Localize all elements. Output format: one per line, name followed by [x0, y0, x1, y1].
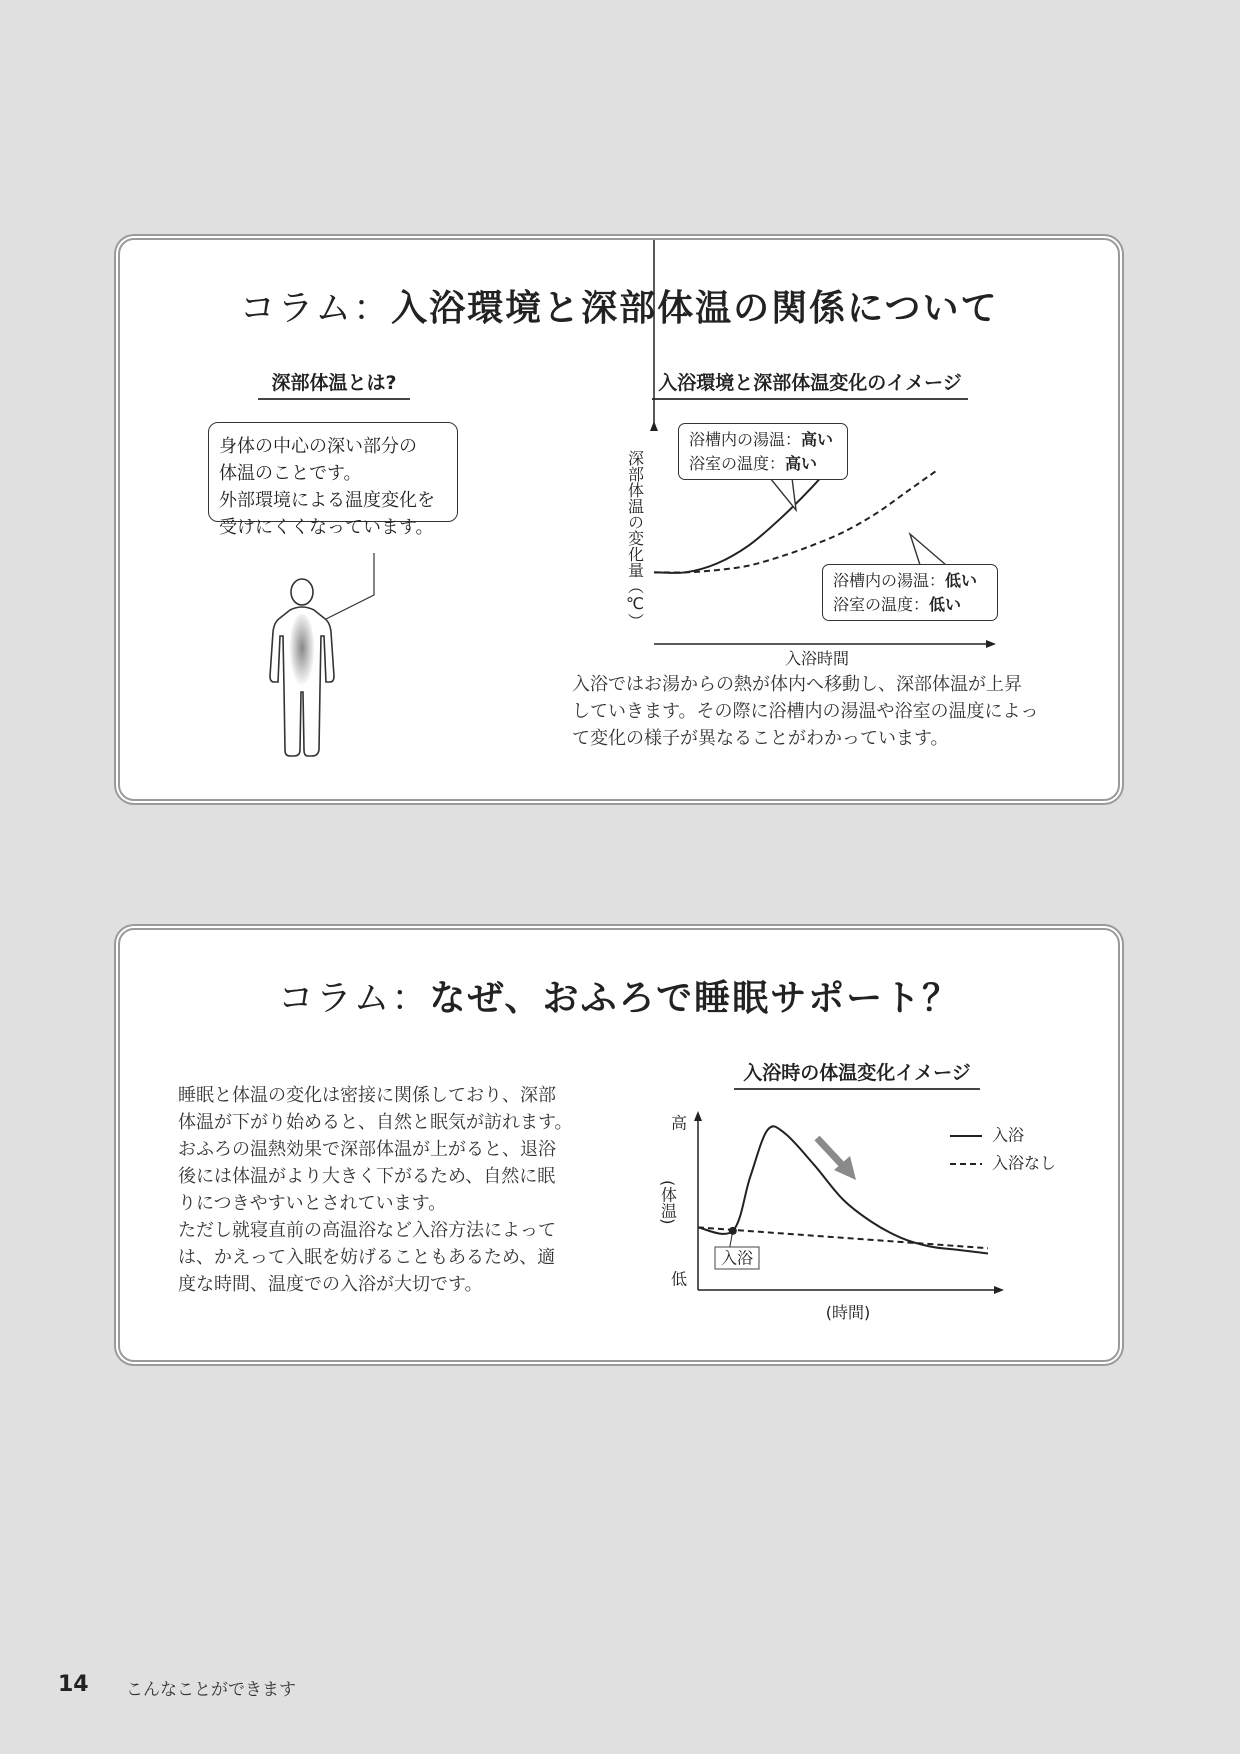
paragraph-line: ただし就寝直前の高温浴など入浴方法によって: [178, 1220, 556, 1241]
callout-high-value1: 高い: [801, 430, 834, 449]
chart2-y-axis-arrow: [694, 1111, 702, 1121]
chart1-heading: 入浴環境と深部体温変化のイメージ: [652, 368, 968, 400]
bubble-line: 身体の中心の深い部分の: [219, 436, 417, 457]
callout-low-label2: 浴室の温度：: [833, 595, 930, 614]
column2-title-main: なぜ、おふろで睡眠サポート？: [429, 978, 961, 1019]
paragraph-line: て変化の様子が異なることがわかっています。: [572, 728, 949, 749]
left-heading: 深部体温とは?: [258, 368, 410, 400]
chart1-y-axis-label: 深部体温の変化量（℃）: [625, 450, 645, 629]
footer-section-title: こんなことができます: [126, 1680, 296, 1700]
chart2-y-axis-label: (体温): [658, 1180, 678, 1225]
callout-high-value2: 高い: [785, 454, 818, 473]
bubble-line: 受けにくくなっています。: [219, 517, 434, 538]
chart2-bath-start-marker: [729, 1227, 737, 1235]
temperature-drop-arrow-icon: [817, 1138, 856, 1180]
callout-high: [678, 423, 848, 480]
callout-low-value2: 低い: [929, 595, 962, 614]
paragraph-line: していきます。その際に浴槽内の湯温や浴室の温度によっ: [572, 701, 1039, 722]
callout-high-label1: 浴槽内の湯温：: [689, 430, 802, 449]
chart2-series-bath: [698, 1126, 988, 1253]
legend-label-bath: 入浴: [992, 1125, 1025, 1145]
callout-high-pointer: [770, 478, 796, 510]
bubble-line: 体温のことです。: [219, 463, 362, 484]
chart2-series-no-bath: [698, 1227, 988, 1248]
chart-body-temperature: [120, 930, 1122, 1364]
chart2-x-axis-arrow: [994, 1286, 1004, 1294]
paragraph-line: 睡眠と体温の変化は密接に関係しており、深部: [178, 1085, 556, 1106]
paragraph-line: りにつきやすいとされています。: [178, 1193, 447, 1214]
chart1-x-axis-label: 入浴時間: [784, 649, 850, 668]
paragraph-line: は、かえって入眠を妨げることもあるため、適: [178, 1247, 556, 1268]
column1-paragraph: [572, 671, 1072, 752]
callout-low: [822, 564, 998, 621]
column-box-sleep-support: [118, 928, 1120, 1362]
paragraph-line: 入浴ではお湯からの熱が体内へ移動し、深部体温が上昇: [572, 674, 1022, 695]
paragraph-line: おふろの温熱効果で深部体温が上がると、退浴: [178, 1139, 556, 1160]
chart1-y-axis-arrow: [650, 421, 658, 431]
chart2-y-tick-low: 低: [670, 1269, 687, 1289]
callout-low-pointer: [910, 534, 946, 565]
paragraph-line: 度な時間、温度での入浴が大切です。: [178, 1274, 483, 1295]
legend-label-no-bath: 入浴なし: [992, 1153, 1057, 1173]
chart2-y-tick-high: 高: [670, 1113, 687, 1133]
paragraph-line: 体温が下がり始めると、自然と眠気が訪れます。: [178, 1112, 573, 1133]
callout-high-label2: 浴室の温度：: [689, 454, 786, 473]
paragraph-line: 後には体温がより大きく下がるため、自然に眠: [178, 1166, 556, 1187]
chart1-x-axis-arrow: [986, 640, 996, 648]
chart2-x-axis-label: (時間): [825, 1303, 871, 1322]
callout-low-value1: 低い: [945, 571, 978, 590]
column1-title-prefix: コラム：: [239, 288, 392, 329]
chart2-heading: 入浴時の体温変化イメージ: [734, 1058, 980, 1090]
callout-low-label1: 浴槽内の湯温：: [833, 571, 946, 590]
column-box-bath-environment: [118, 238, 1120, 801]
page-number: 14: [58, 1672, 89, 1697]
chart1-series-low: [654, 469, 938, 572]
column1-title-main: 入浴環境と深部体温の関係について: [391, 288, 999, 329]
bubble-line: 外部環境による温度変化を: [219, 490, 435, 511]
column2-title-prefix: コラム：: [277, 978, 430, 1019]
chart2-annotation: 入浴: [720, 1248, 754, 1268]
